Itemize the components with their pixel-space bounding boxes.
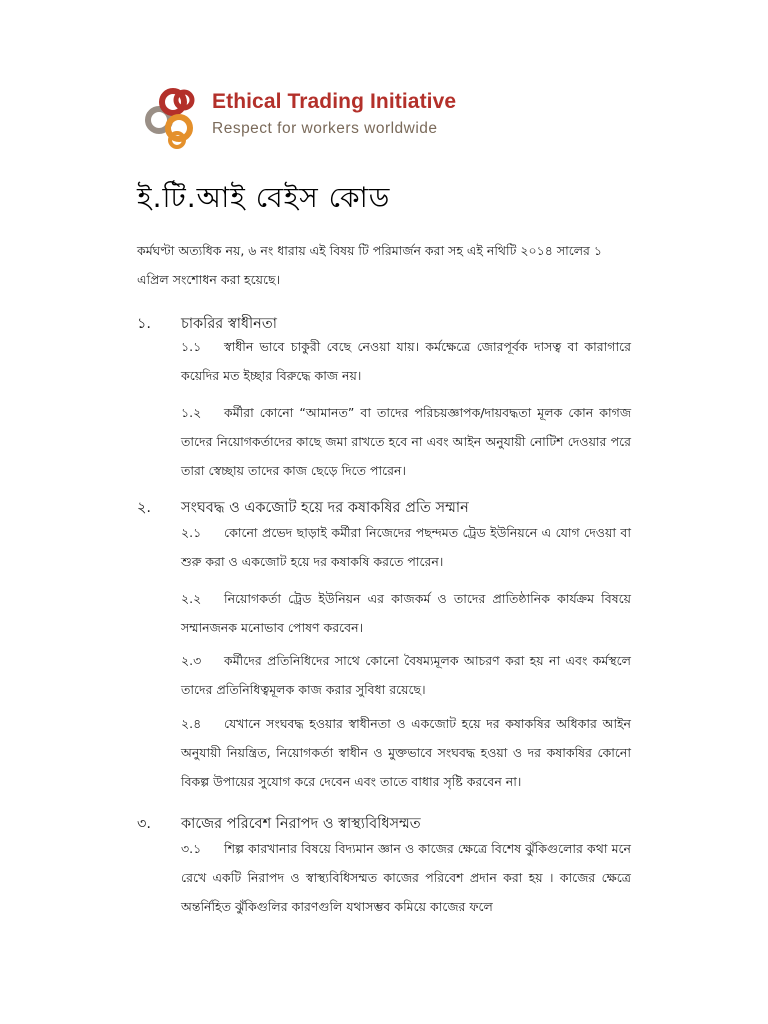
eti-logo [143, 84, 463, 154]
clause-text: নিয়োগকর্তা ট্রেড ইউনিয়ন এর কাজকর্ম ও তাদের প্রাতিষ্ঠানিক কার্যক্রম বিষয়ে সম্মানজনক মনোভাব পোষণ করবেন। [181, 591, 631, 635]
clause-text: কর্মীদের প্রতিনিধিদের সাথে কোনো বৈষম্যমূলক আচরণ করা হয় না এবং কর্মস্থলে তাদের প্রতিনিধিত্বমূলক কাজ করার সুবিধা রয়েছে। [181, 653, 631, 697]
logo-tagline: Respect for workers worldwide [212, 120, 438, 137]
eti-logo-mark-icon [143, 84, 205, 150]
clause-text: কোনো প্রভেদ ছাড়াই কর্মীরা নিজেদের পছন্দমত ট্রেড ইউনিয়নে এ যোগ দেওয়া বা শুরু করা ও একজোট হয়ে দর কষাকষি করতে পারেন। [181, 525, 631, 569]
clause-paragraph [181, 518, 631, 576]
clause-number: ২.১ [181, 525, 202, 540]
clause-text: স্বাধীন ভাবে চাকুরী বেছে নেওয়া যায়। কর্মক্ষেত্রে জোরপূর্বক দাসত্ব বা কারাগারে কয়েদির মত ইচ্ছার বিরুদ্ধে কাজ নয়। [181, 339, 631, 383]
clause-number: ১.১ [181, 339, 202, 354]
section-number: ৩. [137, 816, 152, 832]
clause-paragraph [181, 834, 631, 921]
clause-number: ৩.১ [181, 841, 202, 856]
clause-paragraph [181, 709, 631, 796]
intro-paragraph: কর্মঘণ্টা অত্যধিক নয়, ৬ নং ধারায় এই বিষয় টি পরিমার্জন করা সহ এই নথিটি ২০১৪ সালের ১ এপ্রিল সংশোধন করা হয়েছে। [137, 243, 603, 287]
document-title: ই.টি.আই বেইস কোড [137, 181, 391, 214]
section-number: ১. [137, 316, 152, 332]
logo-name: Ethical Trading Initiative [212, 90, 457, 113]
clause-text: শিল্প কারখানার বিষয়ে বিদ্যমান জ্ঞান ও কাজের ক্ষেত্রে বিশেষ ঝুঁকিগুলোর কথা মনে রেখে একটি নিরাপদ ও স্বাস্থ্যবিধিসম্মত কাজের পরিবেশ প্রদান করা হয় । কাজের ক্ষেত্রে অন্তর্নিহিত ঝুঁকিগুলির কারণগুলি যথাসম্ভব কমিয়ে কাজের ফলে [181, 841, 631, 914]
clause-paragraph [181, 584, 631, 642]
clause-number: ২.৪ [181, 716, 202, 731]
clause-number: ২.৩ [181, 653, 202, 668]
clause-text: যেখানে সংঘবদ্ধ হওয়ার স্বাধীনতা ও একজোট হয়ে দর কষাকষির অধিকার আইন অনুযায়ী নিয়ন্ত্রিত, নিয়োগকর্তা স্বাধীন ও মুক্তভাবে সংঘবদ্ধ হওয়া ও দর কষাকষির কোনো বিকল্প উপায়ের সুযোগ করে দেবেন এবং তাতে বাধার সৃষ্টি করবেন না। [181, 716, 631, 789]
clause-text: কর্মীরা কোনো “আমানত” বা তাদের পরিচয়জ্ঞাপক/দায়বদ্ধতা মূলক কোন কাগজ তাদের নিয়োগকর্তাদের কাছে জমা রাখতে হবে না এবং আইন অনুযায়ী নোটিশ দেওয়ার পরে তারা স্বেচ্ছায় তাদের কাজ ছেড়ে দিতে পারেন। [181, 405, 631, 478]
section-title: কাজের পরিবেশ নিরাপদ ও স্বাস্থ্যবিধিসম্মত [181, 816, 421, 832]
clause-paragraph [181, 646, 631, 704]
clause-paragraph [181, 332, 631, 390]
section-title: চাকরির স্বাধীনতা [181, 316, 277, 332]
clause-number: ২.২ [181, 591, 202, 606]
clause-paragraph [181, 398, 631, 485]
section-number: ২. [137, 500, 152, 516]
section-title: সংঘবদ্ধ ও একজোট হয়ে দর কষাকষির প্রতি সম্মান [181, 500, 469, 516]
clause-number: ১.২ [181, 405, 202, 420]
